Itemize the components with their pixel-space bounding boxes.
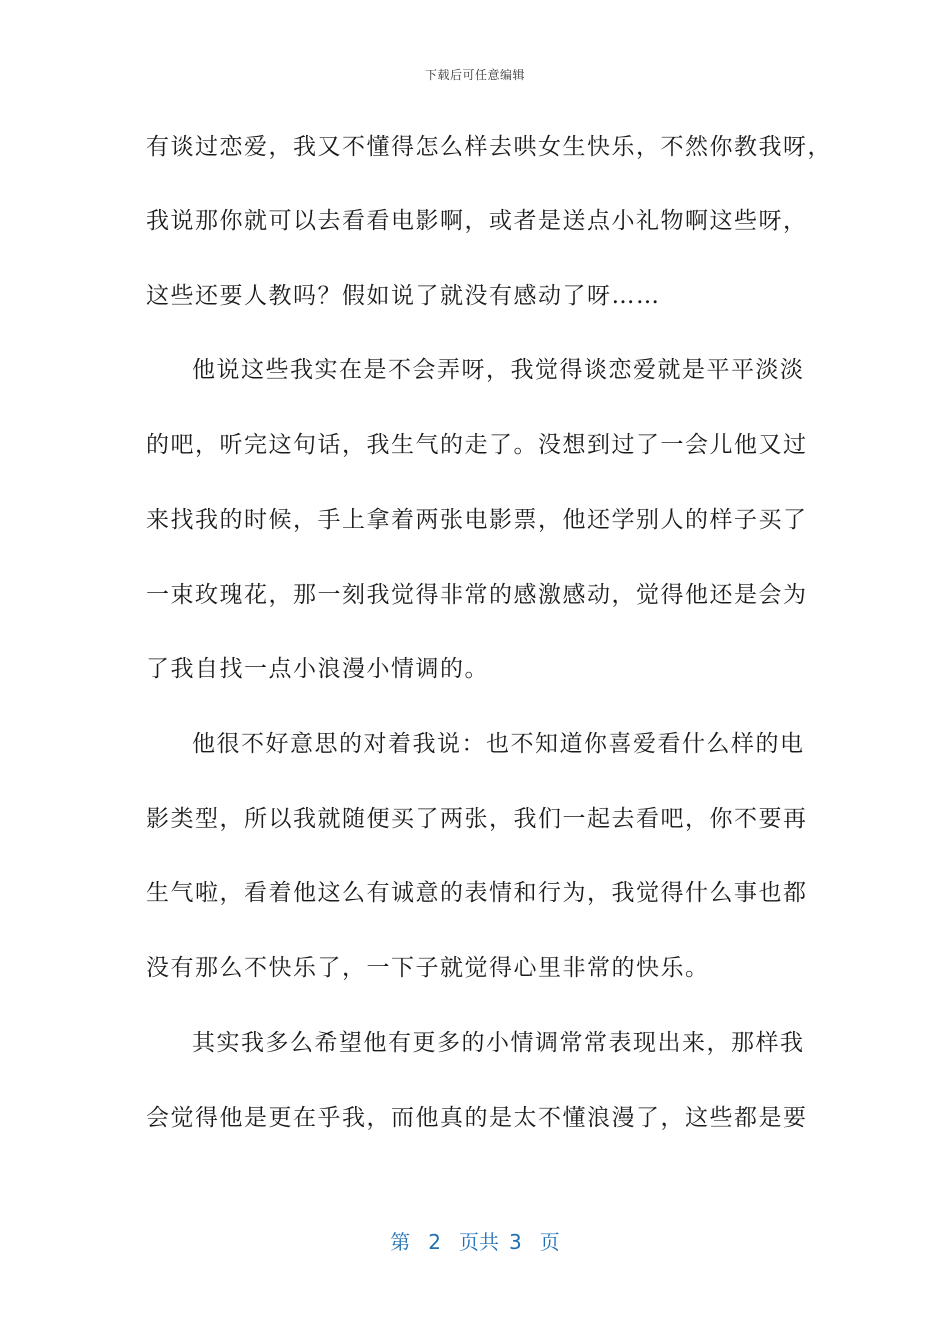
header-note: 下载后可任意编辑 <box>424 68 525 82</box>
text-line: 影类型，所以我就随便买了两张，我们一起去看吧，你不要再 <box>146 806 808 832</box>
footer-label-end: 页 <box>539 1230 560 1254</box>
paragraph-first-line: 他说这些我实在是不会弄呀，我觉得谈恋爱就是平平淡淡 <box>192 357 805 383</box>
footer-label-page: 第 <box>390 1230 411 1254</box>
footer-current-page: 2 <box>428 1230 441 1254</box>
footer-total-pages: 3 <box>509 1230 522 1254</box>
text-line: 这些还要人教吗？假如说了就没有感动了呀…… <box>146 283 661 309</box>
text-line: 来找我的时候，手上拿着两张电影票，他还学别人的样子买了 <box>146 507 808 533</box>
page-footer <box>0 1226 950 1255</box>
text-line: 一束玫瑰花，那一刻我觉得非常的感激感动，觉得他还是会为 <box>146 582 808 608</box>
text-line: 了我自找一点小浪漫小情调的。 <box>146 656 489 682</box>
text-line: 会觉得他是更在乎我，而他真的是太不懂浪漫了，这些都是要 <box>146 1105 808 1131</box>
text-line: 生气啦，看着他这么有诚意的表情和行为，我觉得什么事也都 <box>146 880 808 906</box>
footer-label-of: 页共 <box>459 1230 499 1254</box>
text-line: 的吧，听完这句话，我生气的走了。没想到过了一会儿他又过 <box>146 432 808 458</box>
text-line: 我说那你就可以去看看电影啊，或者是送点小礼物啊这些呀， <box>146 208 808 234</box>
text-line: 没有那么不快乐了，一下子就觉得心里非常的快乐。 <box>146 955 710 981</box>
paragraph-first-line: 其实我多么希望他有更多的小情调常常表现出来，那样我 <box>192 1030 805 1056</box>
paragraph-first-line: 他很不好意思的对着我说：也不知道你喜爱看什么样的电 <box>192 731 805 757</box>
text-line: 有谈过恋爱，我又不懂得怎么样去哄女生快乐，不然你教我呀， <box>146 134 832 160</box>
